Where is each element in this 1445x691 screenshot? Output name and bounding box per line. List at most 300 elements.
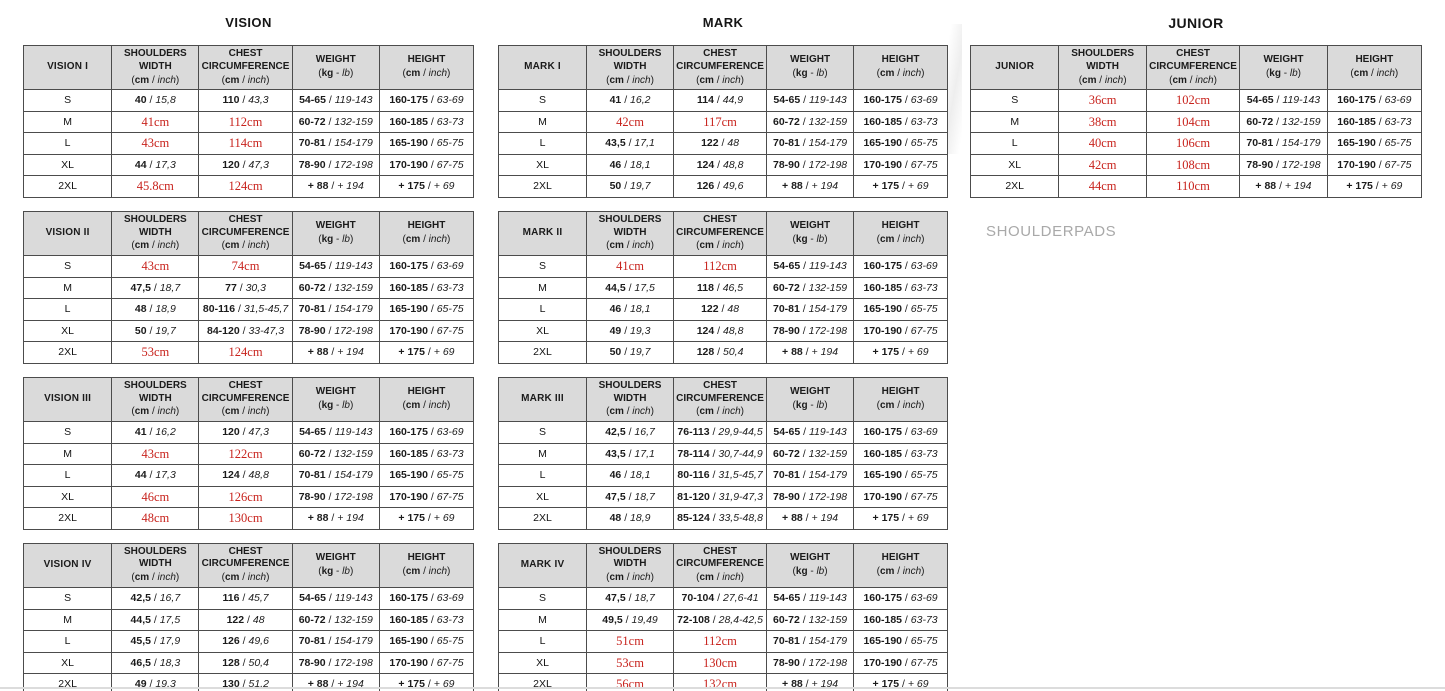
value-cell xyxy=(1146,90,1239,112)
value-cell: 110 / 43,3 xyxy=(199,90,292,112)
column-header-line: CHEST xyxy=(228,213,263,225)
value-cell: + 175 / + 69 xyxy=(379,342,473,364)
value-cell: 46 / 18,1 xyxy=(587,465,674,487)
value-cell: 84-120 / 33-47,3 xyxy=(199,320,292,342)
column-header-line: WIDTH xyxy=(613,392,647,404)
size-row-l xyxy=(24,299,474,321)
column-header-line: CIRCUMFERENCE xyxy=(201,60,290,72)
size-row-m xyxy=(499,609,948,631)
value-cell: 122 / 48 xyxy=(199,609,292,631)
size-label: M xyxy=(24,277,112,299)
red-metric-value: 108cm xyxy=(1176,157,1211,172)
value-cell: 124 / 48,8 xyxy=(199,465,292,487)
value-cell xyxy=(199,508,292,530)
red-metric-value: 53cm xyxy=(616,655,644,670)
value-cell: 170-190 / 67-75 xyxy=(379,320,473,342)
value-cell xyxy=(199,256,292,278)
value-cell xyxy=(112,256,199,278)
value-cell: 160-175 / 63-69 xyxy=(379,90,473,112)
value-cell: 170-190 / 67-75 xyxy=(854,320,948,342)
size-label: XL xyxy=(499,320,587,342)
column-header-weight xyxy=(292,377,379,421)
column-header-shoulders-width xyxy=(1059,46,1146,90)
column-header-line: SHOULDERS xyxy=(598,48,662,59)
column-header-line: WIDTH xyxy=(613,60,647,72)
value-cell: 160-175 / 63-69 xyxy=(854,90,948,112)
red-metric-value: 124cm xyxy=(228,179,263,194)
value-cell: 76-113 / 29,9-44,5 xyxy=(674,422,767,444)
size-label: S xyxy=(24,588,112,610)
value-cell xyxy=(112,133,199,155)
table-name: VISION I xyxy=(24,46,112,90)
column-header-line: CIRCUMFERENCE xyxy=(1149,60,1237,72)
value-cell: 40 / 15,8 xyxy=(112,90,199,112)
value-cell xyxy=(112,443,199,465)
column-unit: (cm / inch) xyxy=(696,240,744,252)
size-row-2xl xyxy=(499,508,948,530)
value-cell: 124 / 48,8 xyxy=(674,154,767,176)
column-header-shoulders-width xyxy=(587,46,674,90)
value-cell: 70-81 / 154-179 xyxy=(292,631,379,653)
value-cell: 160-175 / 63-69 xyxy=(854,588,948,610)
value-cell: 124 / 48,8 xyxy=(674,320,767,342)
red-metric-value: 112cm xyxy=(703,634,737,649)
column-unit: (kg - lb) xyxy=(318,399,354,411)
value-cell: 165-190 / 65-75 xyxy=(854,631,948,653)
size-row-l xyxy=(24,133,474,155)
table-name: VISION III xyxy=(24,377,112,421)
value-cell: 70-81 / 154-179 xyxy=(292,133,379,155)
column-header-line: SHOULDERS xyxy=(123,48,187,59)
value-cell: 48 / 18,9 xyxy=(112,299,199,321)
value-cell: 170-190 / 67-75 xyxy=(379,652,473,674)
size-table-mark-iv xyxy=(498,543,948,691)
value-cell: 165-190 / 65-75 xyxy=(854,133,948,155)
column-header-weight xyxy=(292,46,379,90)
red-metric-value: 102cm xyxy=(1176,93,1211,108)
value-cell: + 88 / + 194 xyxy=(292,342,379,364)
value-cell: 160-175 / 63-69 xyxy=(379,256,473,278)
value-cell: 165-190 / 65-75 xyxy=(854,299,948,321)
size-label: L xyxy=(971,133,1059,155)
size-table-vision-iii xyxy=(23,377,474,530)
size-row-m xyxy=(499,111,948,133)
value-cell: 49 / 19,3 xyxy=(112,674,199,691)
column-header-line: WEIGHT xyxy=(790,54,831,66)
value-cell xyxy=(587,631,674,653)
size-label: L xyxy=(24,631,112,653)
value-cell: 47,5 / 18,7 xyxy=(587,588,674,610)
value-cell: + 175 / + 69 xyxy=(379,176,473,198)
size-row-s xyxy=(499,588,948,610)
value-cell xyxy=(1146,111,1239,133)
value-cell: 165-190 / 65-75 xyxy=(1327,133,1421,155)
value-cell xyxy=(199,342,292,364)
size-row-2xl xyxy=(24,342,474,364)
size-label: XL xyxy=(24,652,112,674)
value-cell xyxy=(587,256,674,278)
value-cell: 77 / 30,3 xyxy=(199,277,292,299)
column-header-line: CHEST xyxy=(228,379,263,391)
column-header-weight xyxy=(767,377,854,421)
column-header-line: WEIGHT xyxy=(790,220,831,232)
column-header-line: CIRCUMFERENCE xyxy=(676,226,764,238)
table-name: MARK III xyxy=(499,377,587,421)
red-metric-value: 43cm xyxy=(141,259,170,274)
column-header-line: CHEST xyxy=(228,545,263,557)
value-cell xyxy=(199,486,292,508)
value-cell: 130 / 51,2 xyxy=(199,674,292,691)
value-cell: 118 / 46,5 xyxy=(674,277,767,299)
column-header-line: HEIGHT xyxy=(407,220,446,232)
column-unit: (cm / inch) xyxy=(221,406,270,418)
size-label: XL xyxy=(971,154,1059,176)
red-metric-value: 110cm xyxy=(1176,179,1210,194)
value-cell: 160-175 / 63-69 xyxy=(854,256,948,278)
red-metric-value: 48cm xyxy=(141,511,170,526)
column-header-line: WIDTH xyxy=(613,558,647,570)
size-label: M xyxy=(971,111,1059,133)
value-cell: 126 / 49,6 xyxy=(199,631,292,653)
column-header-line: CHEST xyxy=(703,545,738,557)
value-cell: 160-185 / 63-73 xyxy=(379,277,473,299)
red-metric-value: 117cm xyxy=(703,114,737,129)
value-cell: 78-90 / 172-198 xyxy=(767,652,854,674)
column-header-line: HEIGHT xyxy=(407,54,446,66)
size-label: L xyxy=(499,299,587,321)
column-unit: (cm / inch) xyxy=(606,74,654,86)
value-cell: 41 / 16,2 xyxy=(112,422,199,444)
value-cell: + 175 / + 69 xyxy=(854,342,948,364)
value-cell: 170-190 / 67-75 xyxy=(854,486,948,508)
page-edge-shadow xyxy=(948,24,962,154)
value-cell: 60-72 / 132-159 xyxy=(292,609,379,631)
size-row-l xyxy=(971,133,1422,155)
column-header-height xyxy=(854,46,948,90)
red-metric-value: 45.8cm xyxy=(136,179,174,194)
column-header-line: CIRCUMFERENCE xyxy=(676,60,764,72)
value-cell: 80-116 / 31,5-45,7 xyxy=(674,465,767,487)
value-cell xyxy=(199,176,292,198)
group-title: VISION xyxy=(225,15,272,30)
column-header-line: WEIGHT xyxy=(790,386,831,398)
column-header-height xyxy=(1327,46,1421,90)
red-metric-value: 44cm xyxy=(1088,179,1117,194)
column-header-line: WIDTH xyxy=(138,226,172,238)
value-cell: 170-190 / 67-75 xyxy=(854,154,948,176)
column-unit: (cm / inch) xyxy=(402,399,451,411)
value-cell: 44,5 / 17,5 xyxy=(587,277,674,299)
size-label: 2XL xyxy=(499,508,587,530)
column-header-shoulders-width xyxy=(112,46,199,90)
size-label: M xyxy=(24,111,112,133)
red-metric-value: 56cm xyxy=(616,677,644,691)
value-cell xyxy=(1146,133,1239,155)
value-cell xyxy=(1146,176,1239,198)
column-header-line: HEIGHT xyxy=(407,552,446,564)
column-header-line: HEIGHT xyxy=(881,386,920,398)
size-label: 2XL xyxy=(24,674,112,691)
column-header-shoulders-width xyxy=(112,211,199,255)
size-label: M xyxy=(499,609,587,631)
size-label: 2XL xyxy=(24,342,112,364)
size-label: XL xyxy=(499,652,587,674)
size-row-s xyxy=(971,90,1422,112)
size-row-xl xyxy=(24,154,474,176)
value-cell: 70-81 / 154-179 xyxy=(767,631,854,653)
size-row-s xyxy=(24,422,474,444)
size-label: S xyxy=(24,256,112,278)
column-header-line: CHEST xyxy=(1176,48,1210,59)
value-cell: 128 / 50,4 xyxy=(674,342,767,364)
value-cell: 60-72 / 132-159 xyxy=(767,277,854,299)
value-cell: 126 / 49,6 xyxy=(674,176,767,198)
column-unit: (cm / inch) xyxy=(606,572,654,584)
column-header-line: SHOULDERS xyxy=(123,379,187,391)
value-cell: 49,5 / 19,49 xyxy=(587,609,674,631)
value-cell: 160-175 / 63-69 xyxy=(379,422,473,444)
column-unit: (cm / inch) xyxy=(606,240,654,252)
column-header-line: WEIGHT xyxy=(315,386,356,398)
red-metric-value: 112cm xyxy=(703,259,737,274)
size-label: M xyxy=(499,277,587,299)
value-cell: 70-81 / 154-179 xyxy=(767,133,854,155)
red-metric-value: 132cm xyxy=(703,677,738,691)
size-row-l xyxy=(499,631,948,653)
size-label: S xyxy=(971,90,1059,112)
size-table-junior xyxy=(970,45,1422,198)
column-header-chest-circumference xyxy=(674,46,767,90)
value-cell: 70-81 / 154-179 xyxy=(292,299,379,321)
column-header-line: CHEST xyxy=(703,48,738,59)
size-label: L xyxy=(24,133,112,155)
column-unit: (cm / inch) xyxy=(876,565,925,577)
column-header-line: CIRCUMFERENCE xyxy=(676,392,764,404)
size-row-s xyxy=(499,90,948,112)
size-label: 2XL xyxy=(499,342,587,364)
value-cell: 54-65 / 119-143 xyxy=(767,422,854,444)
red-metric-value: 43cm xyxy=(141,136,170,151)
column-unit: (cm / inch) xyxy=(221,240,270,252)
size-row-s xyxy=(499,422,948,444)
value-cell xyxy=(112,342,199,364)
size-row-m xyxy=(499,443,948,465)
column-header-line: CHEST xyxy=(703,379,738,391)
value-cell xyxy=(112,111,199,133)
value-cell: 165-190 / 65-75 xyxy=(379,465,473,487)
column-header-line: CIRCUMFERENCE xyxy=(201,392,290,404)
size-label: 2XL xyxy=(971,176,1059,198)
column-header-height xyxy=(854,211,948,255)
size-label: L xyxy=(24,299,112,321)
red-metric-value: 38cm xyxy=(1088,114,1117,129)
value-cell xyxy=(112,176,199,198)
column-unit: (cm / inch) xyxy=(131,240,180,252)
value-cell xyxy=(199,111,292,133)
size-table-vision-iv xyxy=(23,543,474,691)
size-row-s xyxy=(499,256,948,278)
value-cell: 170-190 / 67-75 xyxy=(379,154,473,176)
value-cell: + 175 / + 69 xyxy=(854,674,948,691)
size-row-xl xyxy=(499,320,948,342)
column-header-height xyxy=(854,543,948,587)
value-cell: 44 / 17,3 xyxy=(112,154,199,176)
column-header-line: WEIGHT xyxy=(315,552,356,564)
value-cell: 114 / 44,9 xyxy=(674,90,767,112)
column-header-line: CIRCUMFERENCE xyxy=(676,558,764,570)
value-cell: 160-185 / 63-73 xyxy=(379,443,473,465)
value-cell: 54-65 / 119-143 xyxy=(767,588,854,610)
value-cell: 46,5 / 18,3 xyxy=(112,652,199,674)
size-row-l xyxy=(499,299,948,321)
value-cell: 160-185 / 63-73 xyxy=(854,609,948,631)
size-label: XL xyxy=(499,486,587,508)
column-header-shoulders-width xyxy=(587,211,674,255)
size-row-l xyxy=(499,133,948,155)
column-header-chest-circumference xyxy=(674,211,767,255)
value-cell: 70-81 / 154-179 xyxy=(767,299,854,321)
value-cell: + 175 / + 69 xyxy=(379,674,473,691)
value-cell: 78-90 / 172-198 xyxy=(292,320,379,342)
size-row-m xyxy=(971,111,1422,133)
value-cell: 60-72 / 132-159 xyxy=(292,277,379,299)
value-cell: + 88 / + 194 xyxy=(767,508,854,530)
column-unit: (kg - lb) xyxy=(318,565,354,577)
value-cell: + 175 / + 69 xyxy=(854,508,948,530)
size-row-xl xyxy=(499,486,948,508)
column-unit: (cm / inch) xyxy=(1350,68,1399,80)
group-tables xyxy=(498,45,948,691)
size-label: M xyxy=(24,443,112,465)
value-cell: 78-90 / 172-198 xyxy=(767,486,854,508)
column-header-chest-circumference xyxy=(1146,46,1239,90)
value-cell: + 175 / + 69 xyxy=(854,176,948,198)
value-cell: 160-185 / 63-73 xyxy=(379,111,473,133)
size-label: S xyxy=(499,90,587,112)
value-cell: 160-185 / 63-73 xyxy=(854,277,948,299)
value-cell: + 88 / + 194 xyxy=(292,176,379,198)
column-header-height xyxy=(854,377,948,421)
column-header-weight xyxy=(767,46,854,90)
value-cell: 78-90 / 172-198 xyxy=(292,154,379,176)
column-unit: (cm / inch) xyxy=(696,74,744,86)
column-header-line: SHOULDERS xyxy=(598,545,662,557)
value-cell: + 88 / + 194 xyxy=(1240,176,1327,198)
value-cell: 70-81 / 154-179 xyxy=(292,465,379,487)
column-header-shoulders-width xyxy=(112,543,199,587)
size-label: 2XL xyxy=(499,176,587,198)
value-cell: 70-104 / 27,6-41 xyxy=(674,588,767,610)
size-row-2xl xyxy=(24,508,474,530)
value-cell: 60-72 / 132-159 xyxy=(292,443,379,465)
column-header-line: WEIGHT xyxy=(315,54,356,66)
size-row-l xyxy=(24,465,474,487)
value-cell: 160-185 / 63-73 xyxy=(854,443,948,465)
column-header-height xyxy=(379,46,473,90)
size-row-2xl xyxy=(499,176,948,198)
value-cell xyxy=(199,133,292,155)
value-cell: 80-116 / 31,5-45,7 xyxy=(199,299,292,321)
value-cell xyxy=(1146,154,1239,176)
value-cell: 44,5 / 17,5 xyxy=(112,609,199,631)
column-unit: (kg - lb) xyxy=(1265,68,1301,80)
size-row-2xl xyxy=(24,176,474,198)
red-metric-value: 40cm xyxy=(1088,136,1117,151)
value-cell xyxy=(587,652,674,674)
value-cell: 54-65 / 119-143 xyxy=(292,588,379,610)
red-metric-value: 130cm xyxy=(703,655,738,670)
column-unit: (kg - lb) xyxy=(318,68,354,80)
value-cell: 54-65 / 119-143 xyxy=(292,90,379,112)
value-cell xyxy=(1059,154,1146,176)
size-row-xl xyxy=(499,154,948,176)
size-row-s xyxy=(24,90,474,112)
value-cell: 78-90 / 172-198 xyxy=(767,154,854,176)
red-metric-value: 42cm xyxy=(1088,157,1117,172)
size-row-s xyxy=(24,588,474,610)
value-cell: 122 / 48 xyxy=(674,299,767,321)
shoulderpads-label: SHOULDERPADS xyxy=(986,223,1117,240)
size-label: XL xyxy=(24,154,112,176)
size-row-xl xyxy=(24,652,474,674)
column-header-chest-circumference xyxy=(199,211,292,255)
group-title: MARK xyxy=(702,15,744,30)
red-metric-value: 46cm xyxy=(141,489,170,504)
page-bottom-divider xyxy=(0,687,1445,689)
value-cell: 160-185 / 63-73 xyxy=(854,111,948,133)
size-label: M xyxy=(24,609,112,631)
value-cell: + 88 / + 194 xyxy=(767,342,854,364)
column-header-line: WEIGHT xyxy=(315,220,356,232)
value-cell: 78-90 / 172-198 xyxy=(292,652,379,674)
size-label: L xyxy=(499,465,587,487)
size-label: L xyxy=(24,465,112,487)
size-row-m xyxy=(24,111,474,133)
column-header-height xyxy=(379,377,473,421)
value-cell: 60-72 / 132-159 xyxy=(292,111,379,133)
size-row-m xyxy=(24,609,474,631)
red-metric-value: 53cm xyxy=(141,345,170,360)
value-cell: + 88 / + 194 xyxy=(767,674,854,691)
column-header-line: WEIGHT xyxy=(790,552,831,564)
size-row-2xl xyxy=(499,342,948,364)
value-cell: 170-190 / 67-75 xyxy=(854,652,948,674)
value-cell: 54-65 / 119-143 xyxy=(1240,90,1327,112)
value-cell: 85-124 / 33,5-48,8 xyxy=(674,508,767,530)
value-cell: 78-90 / 172-198 xyxy=(1240,154,1327,176)
size-row-xl xyxy=(24,320,474,342)
column-unit: (kg - lb) xyxy=(318,234,354,246)
size-label: M xyxy=(499,443,587,465)
column-unit: (kg - lb) xyxy=(792,68,828,80)
value-cell xyxy=(674,652,767,674)
column-header-height xyxy=(379,211,473,255)
value-cell: 78-114 / 30,7-44,9 xyxy=(674,443,767,465)
column-unit: (cm / inch) xyxy=(606,406,654,418)
column-header-shoulders-width xyxy=(587,543,674,587)
value-cell xyxy=(112,508,199,530)
table-name: MARK I xyxy=(499,46,587,90)
column-header-line: HEIGHT xyxy=(881,220,920,232)
value-cell: + 175 / + 69 xyxy=(379,508,473,530)
value-cell: 165-190 / 65-75 xyxy=(854,465,948,487)
value-cell: 42,5 / 16,7 xyxy=(112,588,199,610)
value-cell: 54-65 / 119-143 xyxy=(292,256,379,278)
size-label: S xyxy=(499,256,587,278)
value-cell: 46 / 18,1 xyxy=(587,299,674,321)
column-header-line: WIDTH xyxy=(613,226,647,238)
size-table-mark-iii xyxy=(498,377,948,530)
